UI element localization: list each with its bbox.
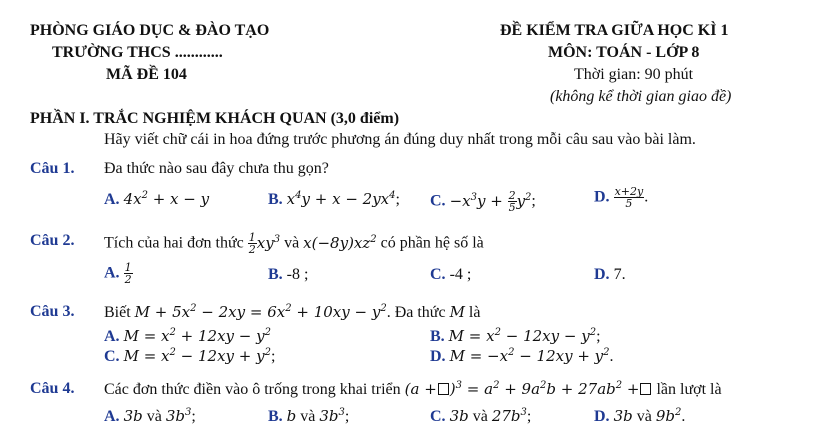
q1-option-b[interactable]: B. $x^4y + x - 2yx^4$;	[268, 190, 400, 208]
q3-option-d[interactable]: D. $M = -x^2 - 12xy + y^2$.	[430, 347, 614, 365]
option-letter: C.	[430, 192, 446, 210]
q3-option-a[interactable]	[104, 327, 271, 346]
section-title: PHẦN I. TRẮC NGHIỆM KHÁCH QUAN (3,0 điểm)	[30, 110, 400, 127]
option-letter: D.	[594, 408, 610, 425]
question-3-text: Biết $M + 5x^2 - 2xy = 6x^2 + 10xy - y^2$. Đa thức M là	[104, 303, 481, 321]
option-letter: B.	[430, 328, 445, 345]
question-2-label: Câu 2.	[30, 232, 75, 249]
question-4-label: Câu 4.	[30, 380, 75, 397]
header-exam-code: MÃ ĐỀ 104	[106, 66, 187, 83]
option-letter: B.	[268, 266, 283, 283]
header-subject: MÔN: TOÁN - LỚP 8	[548, 44, 700, 61]
q1-option-d[interactable]: D. $\frac{x+2y}{5}$ .	[594, 185, 649, 210]
option-letter: A.	[104, 408, 120, 425]
q4-option-c[interactable]: C. 3b và $27b^3$;	[430, 407, 532, 425]
math-expression: $-x^3y$ + $\frac{2}{5}$ $y^2$	[449, 189, 532, 214]
math-expression: $M = x^2 - 12xy + y^2$	[123, 347, 271, 365]
header-school: TRƯỜNG THCS ............	[52, 44, 223, 61]
header-duration: Thời gian: 90 phút	[574, 66, 694, 83]
option-letter: B.	[268, 408, 283, 425]
q2-option-a[interactable]	[104, 262, 133, 285]
option-letter: B.	[268, 191, 283, 208]
q4-option-b[interactable]: B. b và $3b^3$;	[268, 407, 350, 425]
option-letter: C.	[430, 408, 446, 425]
header-exam-title: ĐỀ KIỂM TRA GIỮA HỌC KÌ 1	[500, 22, 729, 39]
q3-option-c[interactable]: C. $M = x^2 - 12xy + y^2$;	[104, 347, 276, 365]
q3-option-b[interactable]: B. $M = x^2 - 12xy - y^2$;	[430, 327, 601, 345]
option-letter: D.	[594, 266, 610, 283]
question-2-text: Tích của hai đơn thức $\frac{1}{2}$ $xy^3$ và $x(-8y)xz^2$ có phần hệ số là	[104, 231, 484, 256]
q2-option-d[interactable]	[594, 266, 626, 284]
math-expression: $M = x^2 - 12xy - y^2$	[448, 327, 597, 345]
q4-option-d[interactable]: D. 3b và $9b^2$.	[594, 407, 686, 425]
q2-option-c[interactable]	[430, 266, 471, 284]
question-4-text: Các đơn thức điền vào ô trống trong khai triển $(a + )^3 = a^2 + 9a^2b + 27ab^2$ + lần lượt là	[104, 380, 722, 398]
option-letter: D.	[594, 188, 610, 206]
question-3-label: Câu 3.	[30, 303, 75, 320]
math-expression: $M = -x^2 - 12xy + y^2$	[449, 347, 610, 365]
option-value: -8 ;	[286, 266, 309, 283]
option-letter: A.	[104, 264, 120, 282]
q2-option-b[interactable]	[268, 266, 308, 284]
option-letter: A.	[104, 191, 120, 208]
option-letter: A.	[104, 328, 120, 345]
option-letter: D.	[430, 348, 446, 365]
section-instruction: Hãy viết chữ cái in hoa đứng trước phương án đúng duy nhất trong mỗi câu sau vào bài làm.	[104, 131, 696, 148]
option-letter: C.	[430, 266, 446, 283]
math-expression: $\frac{1}{2}$	[124, 261, 132, 286]
header-department: PHÒNG GIÁO DỤC & ĐÀO TẠO	[30, 22, 270, 39]
math-expression: $M = x^2 + 12xy - y^2$	[123, 327, 271, 345]
math-expression: $4x^2 + x - y$	[123, 190, 210, 208]
question-1-text: Đa thức nào sau đây chưa thu gọn?	[104, 160, 329, 177]
option-letter: C.	[104, 348, 120, 365]
q1-option-a[interactable]	[104, 190, 209, 209]
math-expression: $\frac{x+2y}{5}$	[614, 185, 644, 210]
q1-option-c[interactable]: C. $-x^3y$ + $\frac{2}{5}$ $y^2$;	[430, 189, 536, 214]
math-expression: $x^4y + x - 2yx^4$	[286, 190, 396, 208]
header-note: (không kể thời gian giao đề)	[550, 88, 732, 105]
option-value: -4 ;	[449, 266, 472, 283]
q4-option-a[interactable]: A. 3b và $3b^3$;	[104, 407, 196, 425]
option-value: 7.	[613, 266, 626, 283]
question-1-label: Câu 1.	[30, 160, 75, 177]
